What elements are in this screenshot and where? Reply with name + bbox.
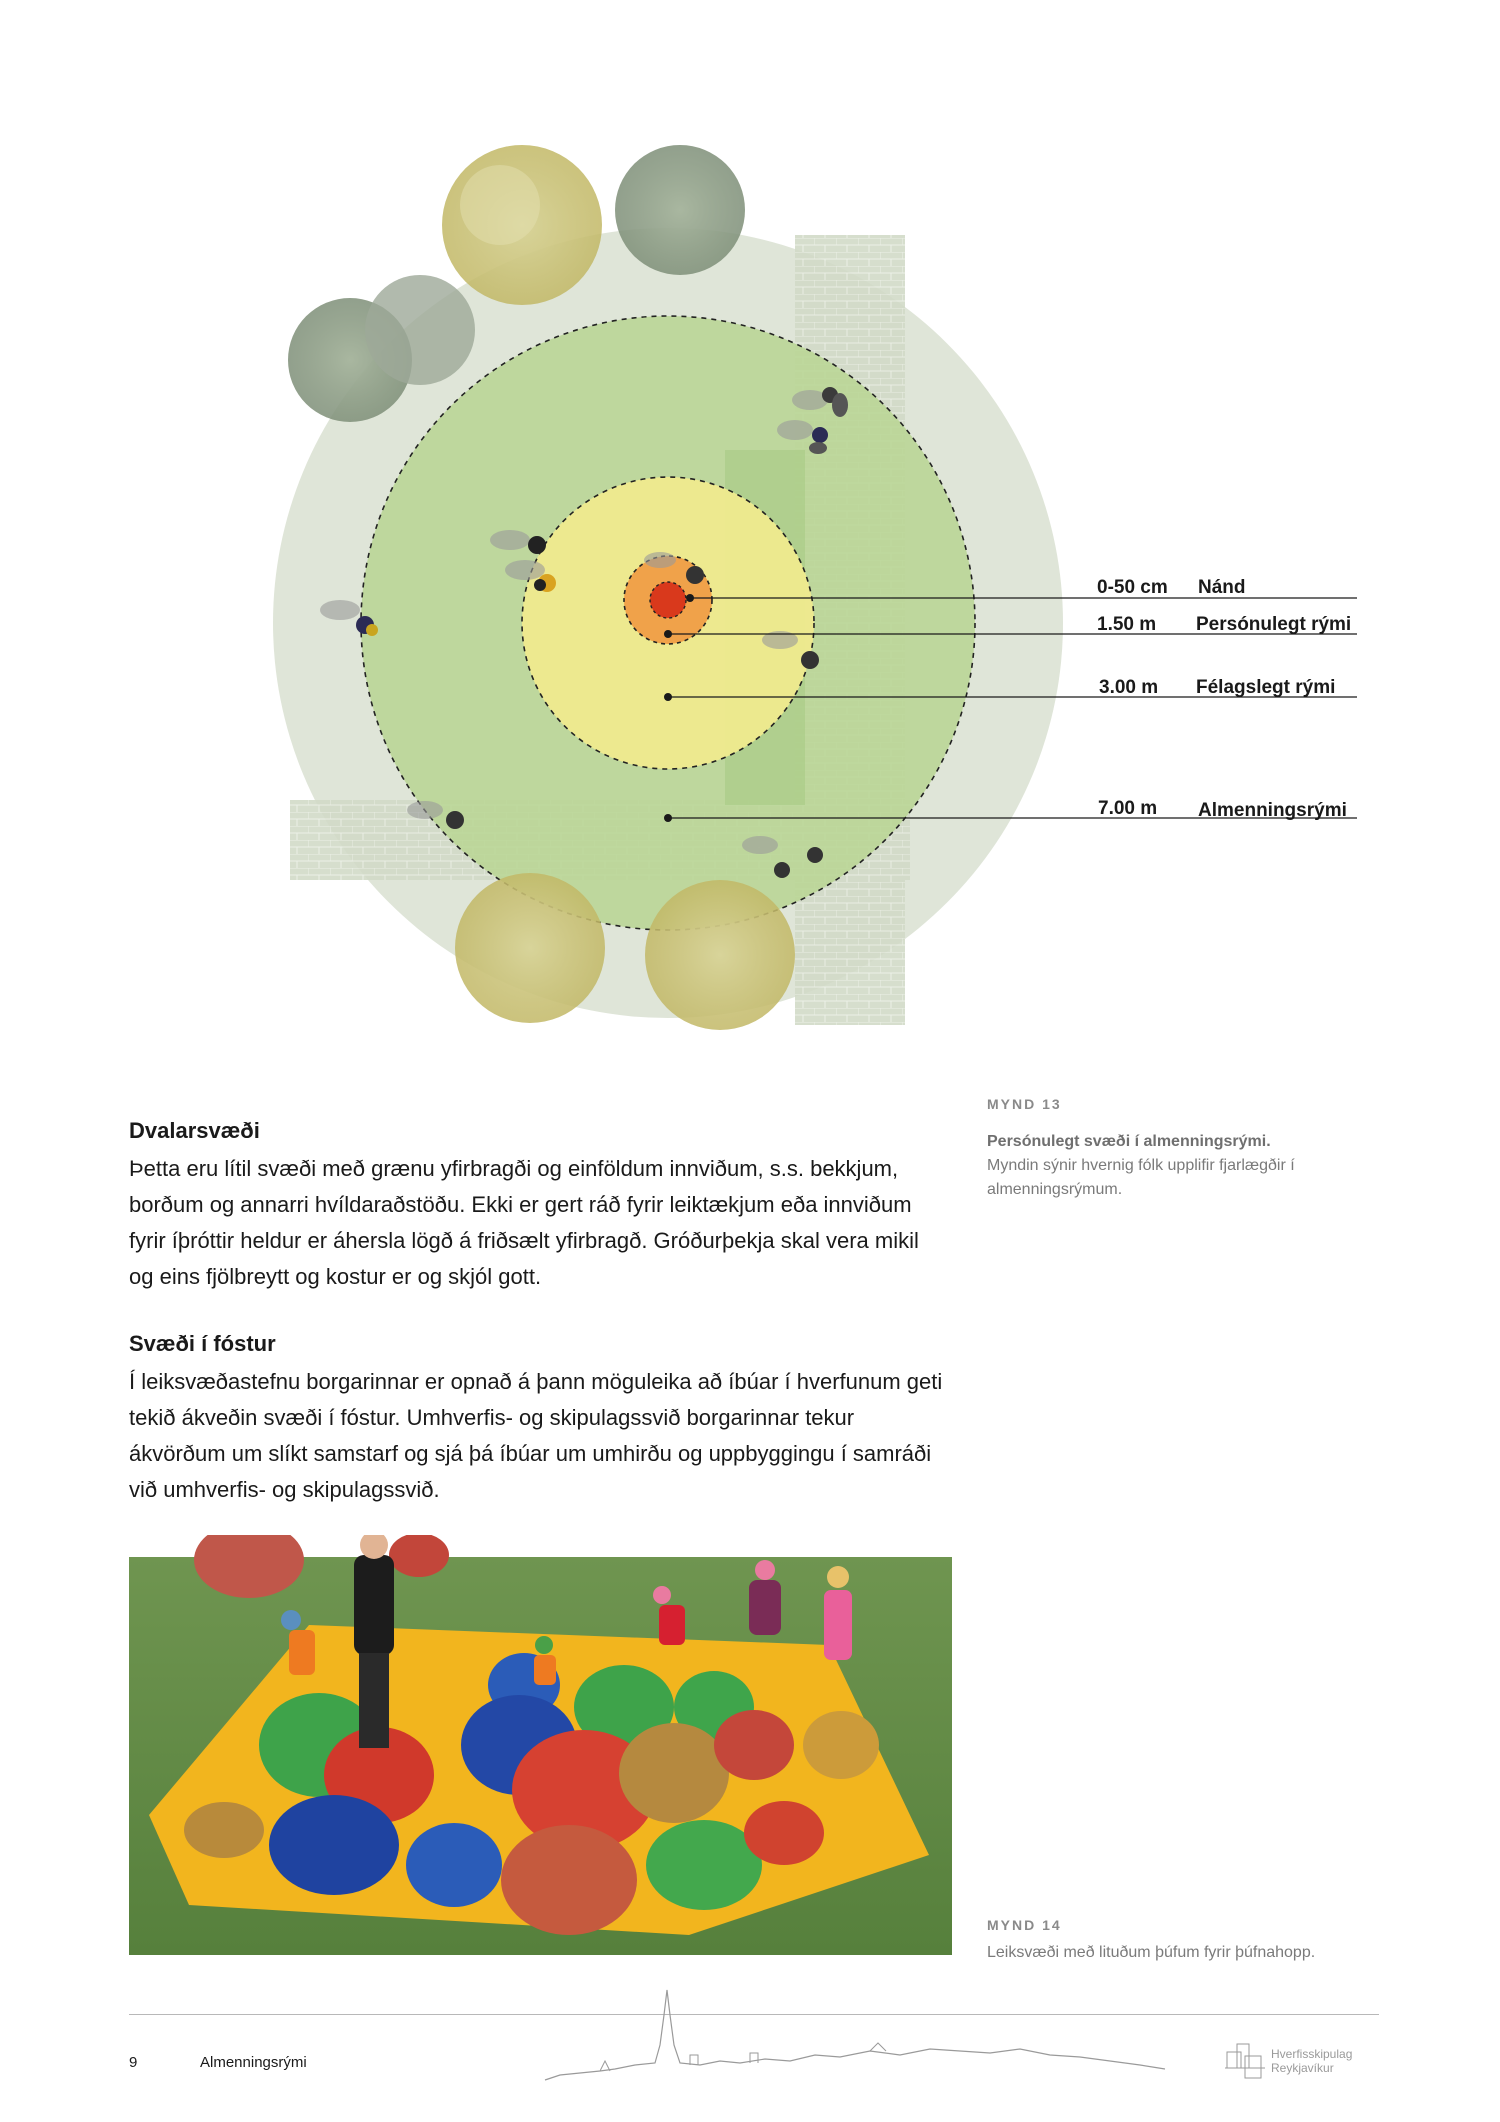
figure-14-caption bbox=[987, 1913, 1387, 1965]
ring-distance-label: 3.00 m bbox=[1099, 677, 1159, 698]
figure-13-text: Myndin sýnir hvernig fólk upplifir fjarlægðir í almenningsrýmum. bbox=[987, 1157, 1295, 1198]
figure-14-text: Leiksvæði með lituðum þúfum fyrir þúfnahopp. bbox=[987, 1944, 1316, 1961]
figure-14-number: MYND 14 bbox=[987, 1917, 1062, 1933]
hverfisskipulag-logo bbox=[1225, 2038, 1385, 2084]
logo-mark-icon bbox=[1225, 2044, 1265, 2078]
tree-top-green bbox=[615, 145, 745, 275]
section-heading: Svæði í fóstur bbox=[129, 1331, 276, 1356]
section-body: Þetta eru lítil svæði með grænu yfirbragði og einföldum innviðum, s.s. bekkjum, borðum og annarri hvíldaraðstöðu. Ekki er gert ráð fyrir leiktækjum eða innviðum fyrir íþróttir heldur er áhersla lögð á friðsælt yfirbragð. Gróðurþekja skal vera mikil og eins fjölbreytt og kostur er og skjól gott. bbox=[129, 1156, 919, 1289]
ring-distance-label: 0-50 cm bbox=[1097, 577, 1168, 598]
figure-13-number: MYND 13 bbox=[987, 1096, 1062, 1112]
figure-13-title: Persónulegt svæði í almenningsrými. bbox=[987, 1133, 1271, 1150]
playground-photo bbox=[129, 1535, 952, 1955]
ring-distance-label: 1.50 m bbox=[1097, 614, 1157, 635]
figure-13-caption bbox=[987, 1092, 1387, 1202]
section-svaedi-i-fostur bbox=[129, 1328, 949, 1508]
ring-distance-label: 7.00 m bbox=[1098, 798, 1158, 819]
ring-name-label: Almenningsrými bbox=[1198, 800, 1347, 821]
ring-name-label: Persónulegt rými bbox=[1196, 614, 1352, 635]
section-dvalarsvaedi bbox=[129, 1115, 949, 1295]
ring-name-label: Nánd bbox=[1198, 577, 1246, 598]
logo-line-2: Reykjavíkur bbox=[1271, 2061, 1334, 2075]
intimate-space-ring bbox=[650, 582, 686, 618]
tree-bottom-left bbox=[455, 873, 605, 1023]
ring-name-label: Félagslegt rými bbox=[1196, 677, 1336, 698]
logo-line-1: Hverfisskipulag bbox=[1271, 2047, 1353, 2061]
proxemics-diagram bbox=[0, 0, 1500, 1060]
city-skyline-illustration bbox=[540, 1985, 1170, 2085]
tree-top-yellow bbox=[442, 145, 602, 305]
footer-section-name: Almenningsrými bbox=[200, 2054, 307, 2071]
tree-bottom-right bbox=[645, 880, 795, 1030]
section-heading: Dvalarsvæði bbox=[129, 1118, 260, 1143]
section-body: Í leiksvæðastefnu borgarinnar er opnað á þann möguleika að íbúar í hverfunum geti tekið ákveðin svæði í fóstur. Umhverfis- og skipulagssvið borgarinnar tekur ákvörðum um slíkt samstarf og sjá þá íbúar um umhirðu og uppbyggingu í samráði við umhverfis- og skipulagssvið. bbox=[129, 1369, 943, 1502]
page-number: 9 bbox=[129, 2054, 138, 2071]
